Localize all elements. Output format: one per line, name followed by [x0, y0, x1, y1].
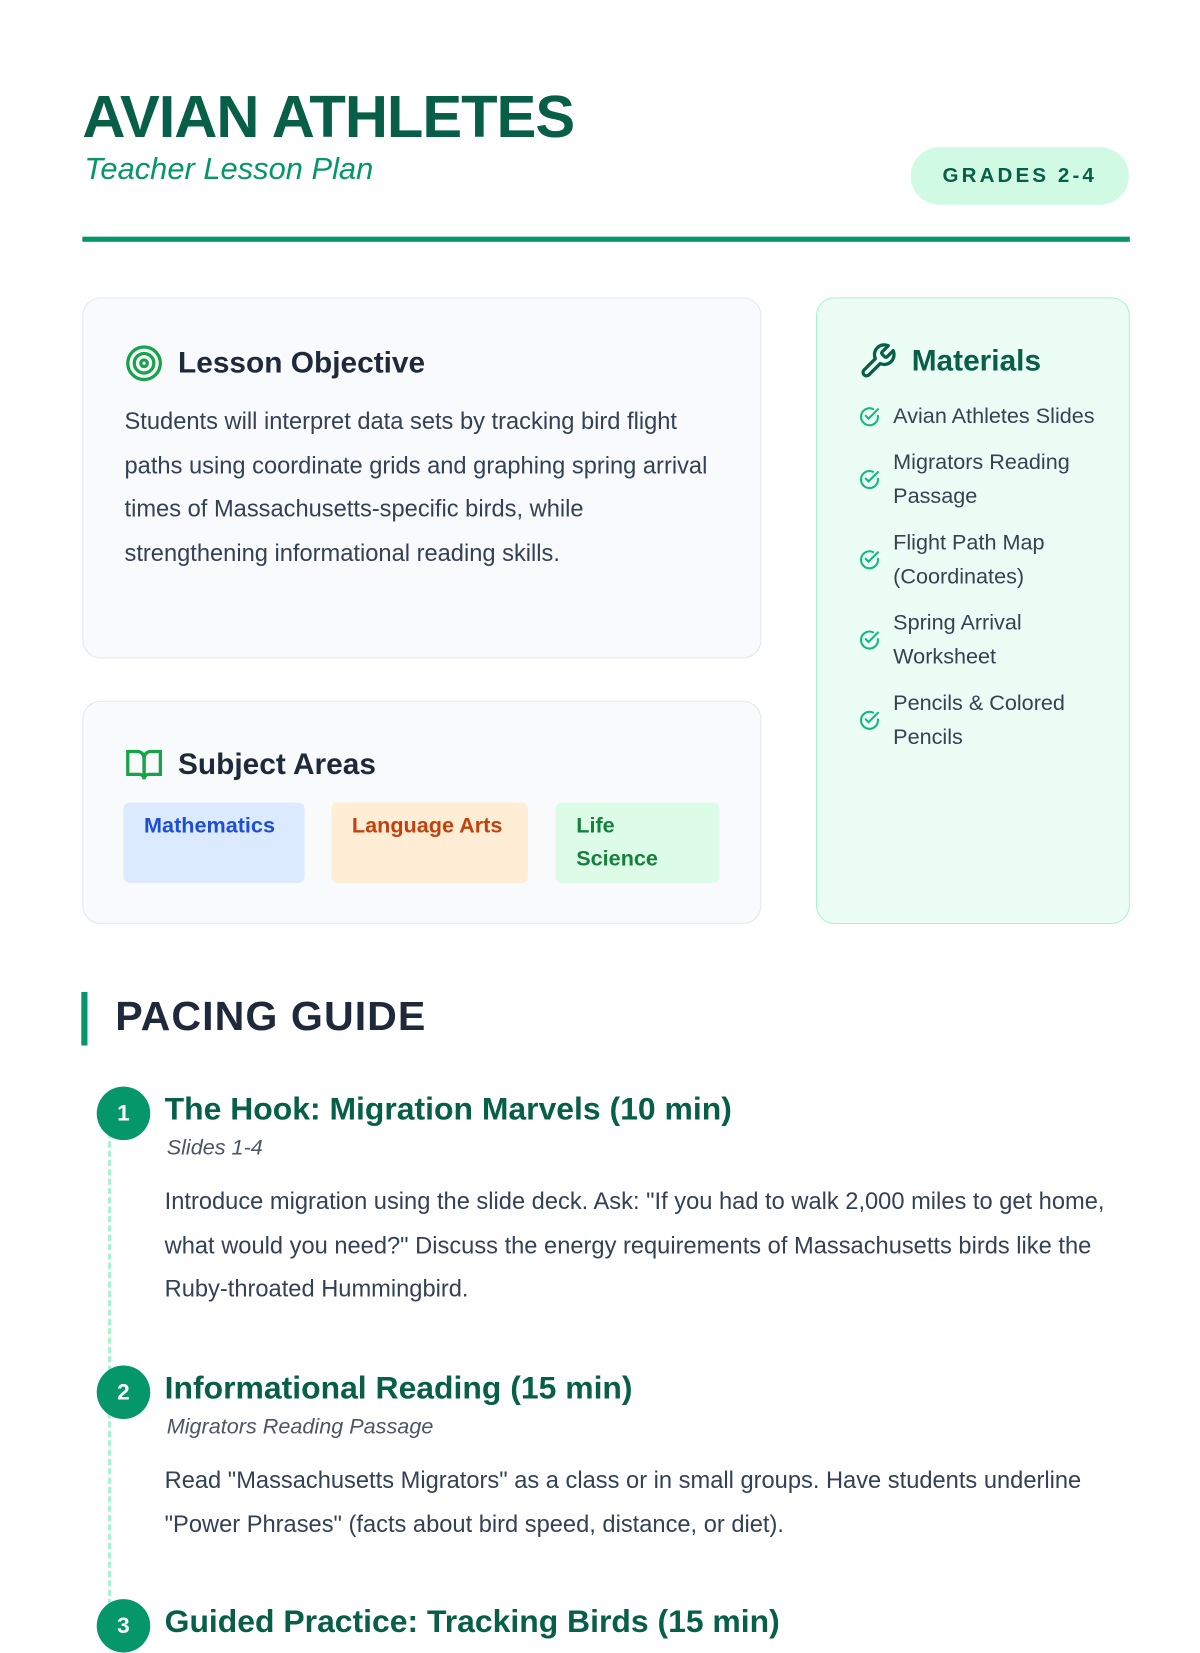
material-label: Avian Athletes Slides [893, 404, 1095, 429]
subject-tag-language-arts: Language Arts [331, 803, 528, 883]
page-title: AVIAN ATHLETES [82, 83, 575, 151]
material-item [858, 446, 1095, 514]
material-item [858, 399, 1095, 433]
step-title: Guided Practice: Tracking Birds (15 min) [164, 1603, 780, 1640]
check-circle-icon [858, 468, 881, 491]
grade-badge: GRADES 2-4 [911, 147, 1129, 205]
step-number: 3 [97, 1599, 151, 1653]
step-subtitle: Migrators Reading Passage [166, 1414, 434, 1439]
section-accent-bar [81, 992, 87, 1046]
subjects-heading: Subject Areas [178, 747, 376, 781]
header-divider [82, 237, 1130, 242]
pacing-guide-heading: PACING GUIDE [115, 994, 427, 1040]
step-number: 1 [97, 1087, 151, 1141]
material-label: Spring Arrival Worksheet [893, 611, 1022, 669]
materials-card [816, 297, 1130, 924]
page-subtitle: Teacher Lesson Plan [84, 152, 374, 187]
check-circle-icon [858, 709, 881, 732]
check-circle-icon [858, 405, 881, 428]
step-description: Introduce migration using the slide deck. Ask: "If you had to walk 2,000 miles to get home, what would you need?" Discuss the energy requirements of Massachusetts birds like the Ruby-throated Hummingbird. [164, 1187, 1105, 1302]
check-circle-icon [858, 548, 881, 571]
lesson-objective-card [82, 297, 761, 658]
material-item [858, 606, 1095, 674]
material-label: Flight Path Map (Coordinates) [893, 530, 1045, 589]
material-label: Pencils & Colored Pencils [893, 691, 1065, 750]
material-item [858, 526, 1095, 594]
step-number: 2 [97, 1365, 151, 1419]
material-item [858, 686, 1095, 754]
materials-list [858, 399, 1095, 766]
step-title: Informational Reading (15 min) [164, 1369, 633, 1406]
step-description: Read "Massachusetts Migrators" as a class or in small groups. Have students underline "Power Phrases" (facts about bird speed, distance, or diet). [164, 1466, 1082, 1537]
objective-heading: Lesson Objective [178, 346, 426, 380]
material-label: Migrators Reading Passage [893, 450, 1070, 509]
subject-tag-life-science: Life Science [556, 803, 720, 883]
target-icon [125, 344, 164, 383]
materials-heading: Materials [911, 344, 1042, 378]
wrench-icon [858, 342, 897, 381]
objective-text: Students will interpret data sets by tracking bird flight paths using coordinate grids and graphing spring arrival times of Massachusetts-specific birds, while strengthening informational reading skills. [124, 407, 708, 566]
check-circle-icon [858, 629, 881, 652]
book-open-icon [125, 745, 164, 784]
step-subtitle: Slides 1-4 [166, 1136, 263, 1160]
step-title: The Hook: Migration Marvels (10 min) [164, 1090, 732, 1127]
subject-tag-mathematics: Mathematics [123, 803, 304, 883]
